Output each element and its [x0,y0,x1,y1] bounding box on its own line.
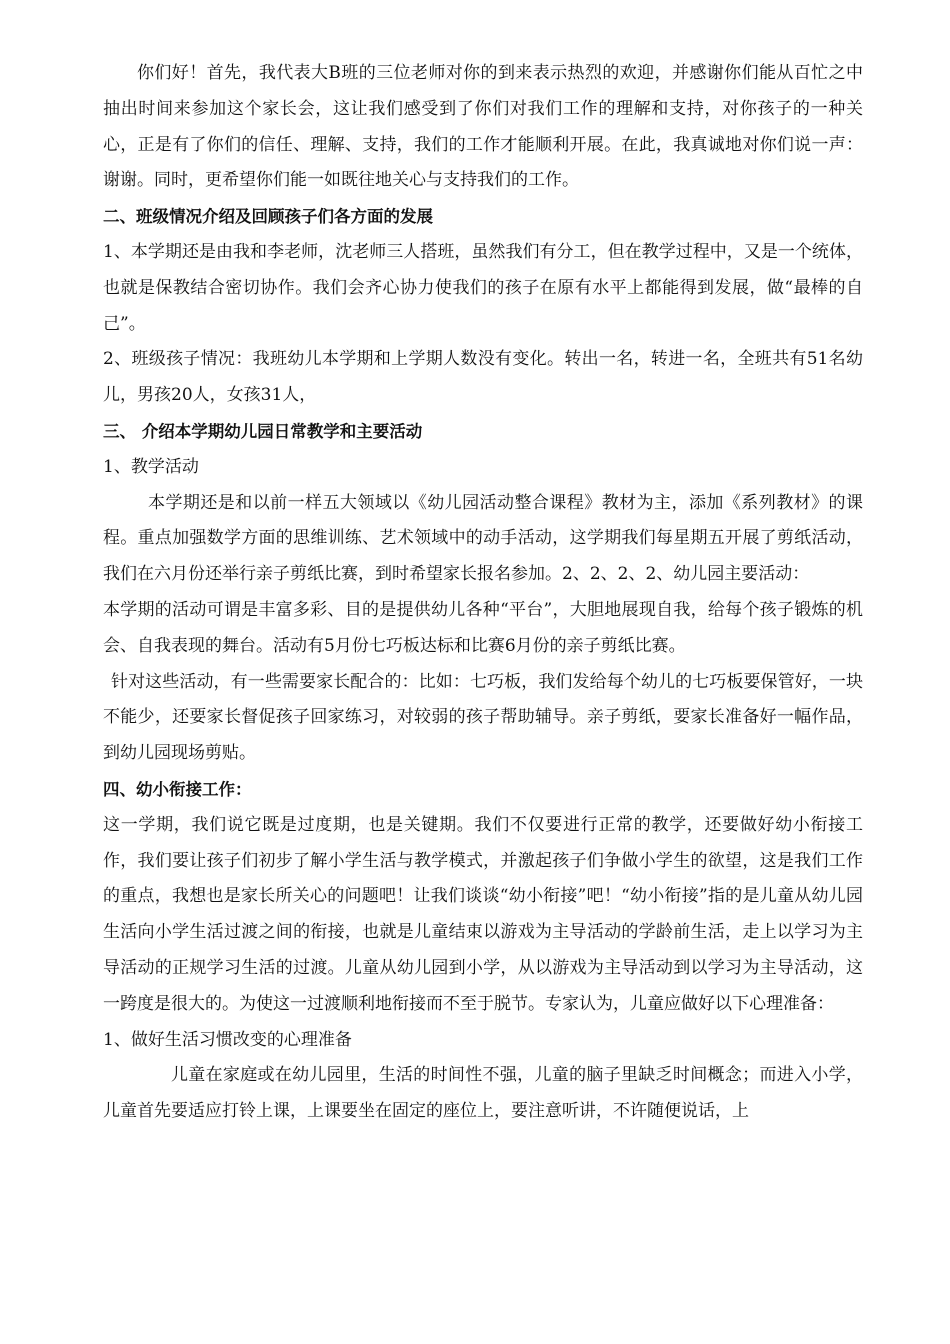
section-4-heading: 四、幼小衔接工作： [103,779,252,799]
section-4-subheading-1: 1、做好生活习惯改变的心理准备 [103,1029,352,1050]
section-2-item-1: 1、本学期还是由我和李老师，沈老师三人搭班，虽然我们有分工，但在教学过程中，又是一个统体，也就是保教结合密切协作。我们会齐心协力使我们的孩子在原有水平上都能得到发展，做“最棒的自己”。 [103,241,863,334]
section-2-item-2: 2、班级孩子情况：我班幼儿本学期和上学期人数没有变化。转出一名，转进一名，全班共有51名幼儿，男孩20人，女孩31人， [103,349,863,406]
section-4-paragraph-1: 这一学期，我们说它既是过度期，也是关键期。我们不仅要进行正常的教学，还要做好幼小衔接工作，我们要让孩子们初步了解小学生活与教学模式，并激起孩子们争做小学生的欲望，这是我们工作的重点，我想也是家长所关心的问题吧！让我们谈谈“幼小衔接”吧！“幼小衔接”指的是儿童从幼儿园生活向小学生活过渡之间的衔接，也就是儿童结束以游戏为主导活动的学龄前生活，走上以学习为主导活动的正规学习生活的过渡。儿童从幼儿园到小学，从以游戏为主导活动到以学习为主导活动，这一跨度是很大的。为使这一过渡顺利地衔接而不至于脱节。专家认为，儿童应做好以下心理准备： [103,814,863,1014]
document-page [103,56,863,1130]
section-3-heading: 三、 介绍本学期幼儿园日常教学和主要活动 [103,421,423,441]
section-3-paragraph-3: 针对这些活动，有一些需要家长配合的：比如：七巧板，我们发给每个幼儿的七巧板要保管好，一块不能少，还要家长督促孩子回家练习，对较弱的孩子帮助辅导。亲子剪纸，要家长准备好一幅作品，到幼儿园现场剪贴。 [103,671,863,764]
section-2-heading: 二、班级情况介绍及回顾孩子们各方面的发展 [103,207,433,227]
section-3-paragraph-2: 本学期的活动可谓是丰富多彩、目的是提供幼儿各种“平台”，大胆地展现自我，给每个孩子锻炼的机会、自我表现的舞台。活动有5月份七巧板达标和比赛6月份的亲子剪纸比赛。 [103,599,863,656]
intro-paragraph: 你们好！首先，我代表大B班的三位老师对你的到来表示热烈的欢迎，并感谢你们能从百忙之中抽出时间来参加这个家长会，这让我们感受到了你们对我们工作的理解和支持，对你孩子的一种关心，正是有了你们的信任、理解、支持，我们的工作才能顺利开展。在此，我真诚地对你们说一声：谢谢。同时，更希望你们能一如既往地关心与支持我们的工作。 [103,63,863,191]
section-4-paragraph-2: 儿童在家庭或在幼儿园里，生活的时间性不强，儿童的脑子里缺乏时间概念；而进入小学，儿童首先要适应打铃上课，上课要坐在固定的座位上，要注意听讲，不许随便说话，上 [103,1065,863,1122]
section-3-subheading-1: 1、教学活动 [103,456,199,477]
section-3-paragraph-1: 本学期还是和以前一样五大领域以《幼儿园活动整合课程》教材为主，添加《系列教材》的课程。重点加强数学方面的思维训练、艺术领域中的动手活动，这学期我们每星期五开展了剪纸活动，我们在六月份还举行亲子剪纸比赛，到时希望家长报名参加。2、2、2、2、幼儿园主要活动： [103,492,863,585]
